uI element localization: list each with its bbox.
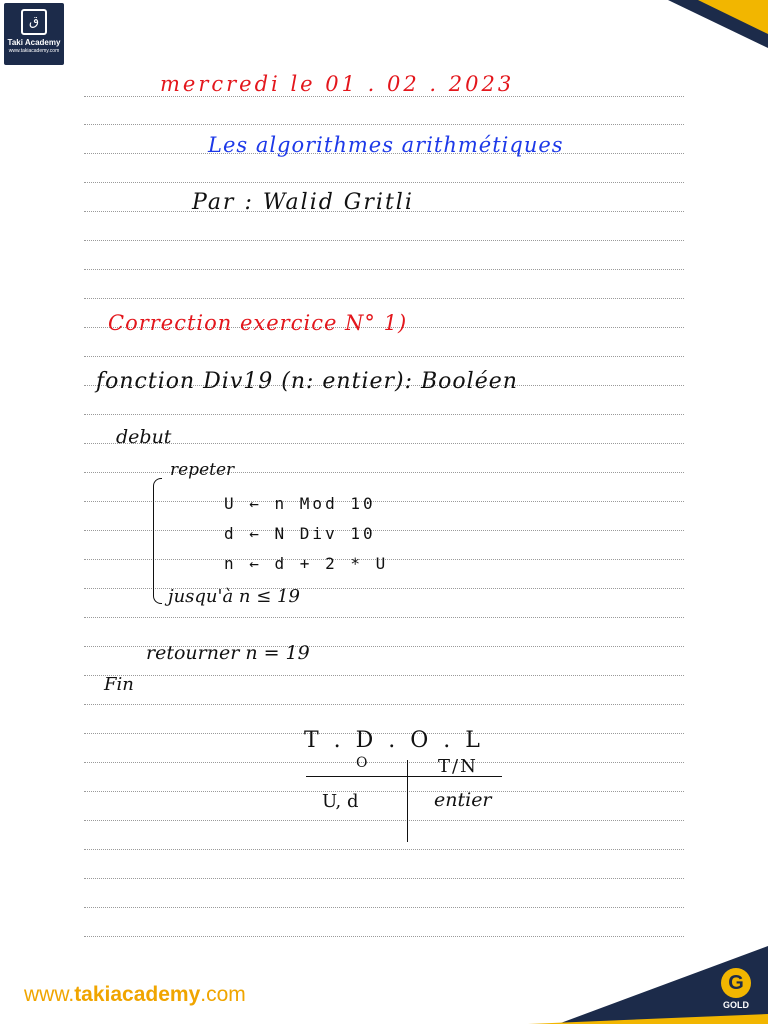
debut-keyword: debut: [116, 426, 172, 448]
section-heading: Correction exercice N° 1): [108, 311, 408, 335]
tdol-divider-vertical: [407, 760, 408, 842]
gold-coin-icon: G: [721, 968, 751, 998]
footer-website-link[interactable]: [24, 983, 246, 1007]
lesson-title: Les algorithmes arithmétiques: [208, 133, 564, 157]
loop-line-2: d ← N Div 10: [224, 524, 376, 543]
jusqua-line: jusqu'à n ≤ 19: [168, 586, 300, 607]
corner-decoration-top-gold: [698, 0, 768, 34]
logo-mark-icon: ق: [21, 9, 47, 35]
loop-line-3: n ← d + 2 * U: [224, 554, 389, 573]
retourner-line: retourner n = 19: [146, 642, 310, 664]
tdol-divider-horizontal: [306, 776, 502, 777]
logo-name: Taki Academy: [7, 38, 61, 47]
date-line: mercredi le 01 . 02 . 2023: [160, 72, 515, 96]
gold-badge-label: GOLD: [723, 1000, 749, 1010]
takiacademy-logo: [4, 3, 64, 65]
tdol-header-type: T/N: [438, 756, 478, 777]
logo-site: www.takiacademy.com: [8, 48, 60, 54]
fin-keyword: Fin: [104, 674, 134, 695]
tdol-title: T . D . O . L: [304, 728, 484, 753]
author-line: Par : Walid Gritli: [192, 190, 414, 215]
tdol-cell-type: entier: [434, 789, 492, 811]
repeat-bracket: [153, 478, 162, 604]
function-signature: fonction Div19 (n: entier): Booléen: [96, 369, 518, 394]
loop-line-1: U ← n Mod 10: [224, 494, 376, 513]
footer-url-bold: takiacademy: [74, 983, 201, 1006]
tdol-cell-object: U, d: [322, 791, 359, 812]
footer-url-suffix: .com: [200, 983, 246, 1006]
tdol-header-object: O: [356, 755, 368, 771]
repeter-keyword: repeter: [170, 460, 235, 480]
footer-url-prefix: www.: [24, 983, 75, 1006]
gold-badge: [714, 968, 758, 1016]
